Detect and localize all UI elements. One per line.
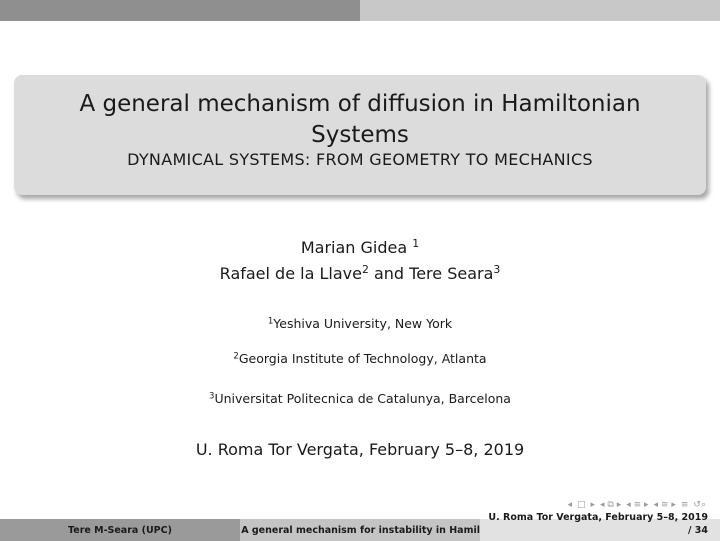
author-affiliation-marker: 3 (493, 263, 501, 277)
author-affiliation-marker: 2 (361, 263, 369, 277)
affiliation-number: 1 (267, 316, 274, 327)
footer-page-number: / 34 (688, 525, 708, 536)
affiliation-number: 3 (209, 391, 215, 402)
slide-title: A general mechanism of diffusion in Hamiltonian Systems (79, 91, 641, 148)
top-bar-left (0, 0, 360, 21)
footer-event-page (488, 511, 708, 537)
nav-search-icon[interactable]: ↺⌕ (693, 500, 706, 510)
beamer-navigation (567, 498, 706, 512)
affiliation-2 (0, 351, 720, 366)
affiliation-3 (0, 391, 720, 406)
event-line: U. Roma Tor Vergata, February 5–8, 2019 (195, 440, 525, 459)
author-name-llave: Rafael de la Llave (219, 264, 362, 283)
nav-left-arrow-icon[interactable]: ◂ (567, 500, 572, 510)
nav-align-icon[interactable]: ◂ ≡ ▸ (653, 500, 676, 510)
top-bar-right (360, 0, 720, 21)
nav-right-arrow-icon[interactable]: ▸ (590, 500, 596, 510)
author-line-2 (0, 264, 720, 283)
title-box (14, 75, 706, 195)
author-name-gidea: Marian Gidea (300, 238, 408, 257)
affiliation-text: Yeshiva University, New York (273, 316, 453, 331)
author-name-seara: and Tere Seara (373, 264, 494, 283)
affiliation-number: 2 (233, 351, 239, 362)
affiliation-text: Georgia Institute of Technology, Atlanta (238, 351, 487, 366)
slide-subtitle: DYNAMICAL SYSTEMS: FROM GEOMETRY TO MECHANICS (127, 150, 593, 169)
top-progress-bar (0, 0, 720, 21)
affiliation-text: Universitat Politecnica de Catalunya, Barcelona (214, 391, 511, 406)
author-affiliation-marker: 1 (412, 237, 420, 251)
footer-author: Tere M-Seara (UPC) (0, 519, 240, 541)
footer-event: U. Roma Tor Vergata, February 5–8, 2019 (488, 512, 708, 523)
nav-subsection-icon[interactable]: ◂ ⧉ ▸ (600, 500, 622, 510)
affiliation-1 (0, 316, 720, 331)
nav-section-icon[interactable]: ◂ ≡ ▸ (626, 500, 649, 510)
footer-title: A general mechanism for instability in Hamil (240, 519, 480, 541)
nav-align-icon-2[interactable]: ≡ (680, 500, 689, 510)
nav-frame-icon[interactable]: □ (577, 500, 586, 510)
author-line-1 (0, 238, 720, 257)
